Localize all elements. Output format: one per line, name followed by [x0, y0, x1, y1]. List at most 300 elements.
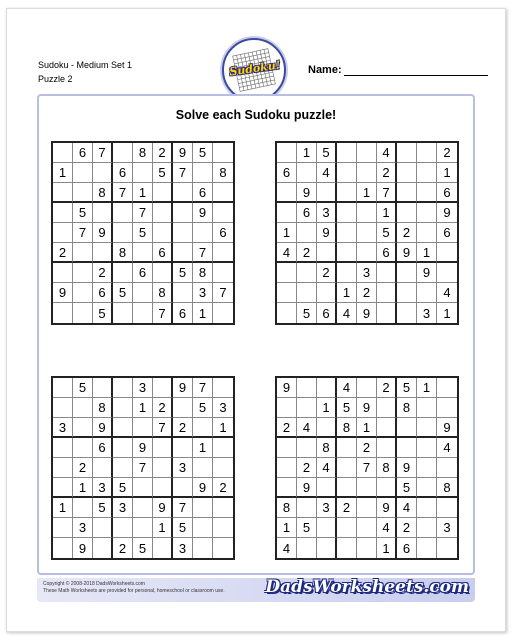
- sudoku-cell: 9: [153, 498, 173, 518]
- sudoku-cell: 9: [173, 143, 193, 163]
- sudoku-cell[interactable]: [53, 458, 73, 478]
- sudoku-cell[interactable]: [417, 283, 437, 303]
- sudoku-cell[interactable]: [337, 518, 357, 538]
- sudoku-cell[interactable]: [377, 418, 397, 438]
- sudoku-cell[interactable]: [317, 518, 337, 538]
- sudoku-cell: 1: [317, 398, 337, 418]
- sudoku-cell: 3: [417, 303, 437, 323]
- sudoku-cell: 8: [193, 263, 213, 283]
- sudoku-cell[interactable]: [397, 438, 417, 458]
- sudoku-cell[interactable]: [357, 378, 377, 398]
- sudoku-cell: 4: [337, 378, 357, 398]
- sudoku-cell[interactable]: [113, 398, 133, 418]
- sudoku-cell[interactable]: [173, 283, 193, 303]
- sudoku-cell[interactable]: [277, 203, 297, 223]
- sudoku-cell[interactable]: [73, 163, 93, 183]
- sudoku-cell[interactable]: [73, 303, 93, 323]
- sudoku-cell[interactable]: [113, 458, 133, 478]
- sudoku-cell[interactable]: [153, 263, 173, 283]
- sudoku-cell: 7: [193, 243, 213, 263]
- sudoku-cell[interactable]: [397, 263, 417, 283]
- sudoku-cell: 4: [297, 418, 317, 438]
- sudoku-cell: 9: [73, 538, 93, 558]
- sudoku-cell: 5: [397, 478, 417, 498]
- sudoku-cell[interactable]: [297, 163, 317, 183]
- sudoku-cell: 5: [113, 283, 133, 303]
- sudoku-cell[interactable]: [417, 438, 437, 458]
- sudoku-cell: 9: [53, 283, 73, 303]
- sudoku-cell[interactable]: [53, 203, 73, 223]
- sudoku-cell: 5: [113, 478, 133, 498]
- sudoku-cell[interactable]: [53, 378, 73, 398]
- sudoku-cell[interactable]: [133, 498, 153, 518]
- sudoku-cell[interactable]: [113, 303, 133, 323]
- sudoku-cell[interactable]: [133, 518, 153, 538]
- sudoku-cell[interactable]: [53, 223, 73, 243]
- sudoku-cell: 3: [73, 518, 93, 538]
- sudoku-cell[interactable]: [357, 538, 377, 558]
- sudoku-cell[interactable]: [317, 538, 337, 558]
- sudoku-cell[interactable]: [357, 203, 377, 223]
- sudoku-cell[interactable]: [397, 203, 417, 223]
- sudoku-cell[interactable]: [277, 478, 297, 498]
- sudoku-cell: 8: [133, 143, 153, 163]
- sudoku-cell: 1: [417, 243, 437, 263]
- sudoku-cell: 5: [173, 518, 193, 538]
- sudoku-cell[interactable]: [93, 518, 113, 538]
- sudoku-cell[interactable]: [417, 223, 437, 243]
- sudoku-cell[interactable]: [153, 183, 173, 203]
- sudoku-cell: 1: [213, 418, 233, 438]
- sudoku-cell[interactable]: [417, 203, 437, 223]
- sudoku-cell[interactable]: [417, 418, 437, 438]
- sudoku-cell: 4: [317, 458, 337, 478]
- sudoku-cell: 4: [437, 283, 457, 303]
- sudoku-cell[interactable]: [317, 418, 337, 438]
- sudoku-cell[interactable]: [73, 283, 93, 303]
- sudoku-cell[interactable]: [417, 478, 437, 498]
- sudoku-cell[interactable]: [113, 438, 133, 458]
- sudoku-cell: 1: [357, 418, 377, 438]
- sudoku-cell: 8: [113, 243, 133, 263]
- sudoku-cell[interactable]: [93, 203, 113, 223]
- sudoku-grid-4: [275, 376, 459, 560]
- sudoku-cell[interactable]: [397, 163, 417, 183]
- sudoku-cell[interactable]: [337, 478, 357, 498]
- sudoku-cell: 9: [193, 203, 213, 223]
- sudoku-cell: 3: [113, 498, 133, 518]
- sudoku-cell: 8: [153, 283, 173, 303]
- sudoku-cell: 9: [357, 303, 377, 323]
- sudoku-cell[interactable]: [357, 143, 377, 163]
- sudoku-cell[interactable]: [397, 183, 417, 203]
- sudoku-cell: 6: [317, 303, 337, 323]
- sudoku-cell: 8: [93, 183, 113, 203]
- sudoku-cell: 2: [397, 223, 417, 243]
- sudoku-cell: 5: [397, 378, 417, 398]
- sudoku-cell: 5: [73, 378, 93, 398]
- sudoku-cell[interactable]: [53, 263, 73, 283]
- sudoku-cell: 2: [153, 143, 173, 163]
- sudoku-cell: 4: [337, 303, 357, 323]
- sudoku-cell[interactable]: [417, 518, 437, 538]
- sudoku-cell[interactable]: [53, 518, 73, 538]
- puzzle-number: Puzzle 2: [38, 74, 73, 84]
- sudoku-cell[interactable]: [317, 378, 337, 398]
- sudoku-cell: 9: [317, 223, 337, 243]
- sudoku-cell[interactable]: [133, 303, 153, 323]
- sudoku-cell[interactable]: [317, 183, 337, 203]
- sudoku-cell[interactable]: [277, 283, 297, 303]
- logo-text: Sudoku!: [228, 58, 282, 79]
- sudoku-cell[interactable]: [173, 478, 193, 498]
- sudoku-cell[interactable]: [277, 263, 297, 283]
- sudoku-cell: 8: [213, 163, 233, 183]
- sudoku-cell[interactable]: [277, 303, 297, 323]
- sudoku-cell[interactable]: [53, 478, 73, 498]
- sudoku-cell[interactable]: [297, 263, 317, 283]
- sudoku-cell[interactable]: [73, 498, 93, 518]
- sudoku-cell[interactable]: [53, 143, 73, 163]
- sudoku-cell[interactable]: [417, 538, 437, 558]
- sudoku-cell[interactable]: [193, 458, 213, 478]
- sudoku-cell: 4: [437, 438, 457, 458]
- sudoku-cell[interactable]: [213, 458, 233, 478]
- sudoku-cell[interactable]: [213, 518, 233, 538]
- sudoku-cell: 2: [53, 243, 73, 263]
- sudoku-cell[interactable]: [337, 438, 357, 458]
- sudoku-cell[interactable]: [297, 438, 317, 458]
- sudoku-cell: 8: [337, 418, 357, 438]
- sudoku-cell: 5: [193, 398, 213, 418]
- sudoku-cell: 9: [93, 418, 113, 438]
- sudoku-cell[interactable]: [397, 303, 417, 323]
- sudoku-cell[interactable]: [73, 418, 93, 438]
- sudoku-cell[interactable]: [377, 263, 397, 283]
- sudoku-cell[interactable]: [397, 418, 417, 438]
- sudoku-cell[interactable]: [437, 498, 457, 518]
- sudoku-cell[interactable]: [357, 498, 377, 518]
- sudoku-cell[interactable]: [153, 458, 173, 478]
- sudoku-cell[interactable]: [133, 418, 153, 438]
- sudoku-cell[interactable]: [153, 538, 173, 558]
- sudoku-cell: 5: [317, 143, 337, 163]
- sudoku-cell: 7: [213, 283, 233, 303]
- sudoku-cell: 1: [377, 538, 397, 558]
- sudoku-cell[interactable]: [193, 538, 213, 558]
- sudoku-cell[interactable]: [73, 438, 93, 458]
- sudoku-cell[interactable]: [337, 203, 357, 223]
- sudoku-cell: 7: [357, 458, 377, 478]
- brand-logo: DadsWorksheets.com: [265, 577, 469, 597]
- sudoku-grid-3: [51, 376, 235, 560]
- sudoku-cell: 3: [317, 498, 337, 518]
- sudoku-cell[interactable]: [73, 243, 93, 263]
- sudoku-cell[interactable]: [337, 163, 357, 183]
- sudoku-cell[interactable]: [317, 243, 337, 263]
- sudoku-cell: 1: [133, 398, 153, 418]
- sudoku-cell: 8: [93, 398, 113, 418]
- sudoku-cell[interactable]: [437, 263, 457, 283]
- sudoku-cell[interactable]: [437, 243, 457, 263]
- sudoku-cell[interactable]: [337, 538, 357, 558]
- sudoku-cell[interactable]: [113, 143, 133, 163]
- name-field-row: [308, 64, 488, 76]
- sudoku-cell[interactable]: [133, 283, 153, 303]
- sudoku-cell: 6: [437, 223, 457, 243]
- footer-text: [43, 581, 225, 595]
- sudoku-cell: 2: [113, 538, 133, 558]
- worksheet-header: [38, 58, 132, 86]
- sudoku-cell[interactable]: [213, 538, 233, 558]
- sudoku-cell[interactable]: [277, 398, 297, 418]
- sudoku-cell: 9: [417, 263, 437, 283]
- sudoku-cell[interactable]: [93, 458, 113, 478]
- sudoku-cell[interactable]: [277, 183, 297, 203]
- sudoku-cell: 2: [297, 458, 317, 478]
- sudoku-cell: 1: [297, 143, 317, 163]
- sudoku-cell: 2: [297, 243, 317, 263]
- sudoku-cell[interactable]: [53, 398, 73, 418]
- sudoku-cell: 6: [93, 283, 113, 303]
- sudoku-cell: 5: [93, 303, 113, 323]
- sudoku-cell[interactable]: [153, 438, 173, 458]
- sudoku-cell[interactable]: [193, 418, 213, 438]
- sudoku-cell[interactable]: [73, 183, 93, 203]
- sudoku-cell: 2: [73, 458, 93, 478]
- sudoku-cell: 6: [297, 203, 317, 223]
- sudoku-cell: 7: [193, 378, 213, 398]
- sudoku-cell[interactable]: [377, 438, 397, 458]
- sudoku-cell[interactable]: [93, 163, 113, 183]
- sudoku-cell: 1: [337, 283, 357, 303]
- sudoku-cell[interactable]: [417, 398, 437, 418]
- sudoku-cell[interactable]: [173, 243, 193, 263]
- sudoku-cell[interactable]: [53, 183, 73, 203]
- sudoku-cell: 1: [437, 163, 457, 183]
- sudoku-cell[interactable]: [397, 143, 417, 163]
- sudoku-cell: 9: [397, 458, 417, 478]
- sudoku-cell[interactable]: [417, 498, 437, 518]
- sudoku-cell[interactable]: [53, 438, 73, 458]
- sudoku-cell[interactable]: [213, 183, 233, 203]
- sudoku-cell[interactable]: [297, 398, 317, 418]
- sudoku-cell[interactable]: [377, 283, 397, 303]
- sudoku-cell[interactable]: [317, 478, 337, 498]
- sudoku-cell[interactable]: [437, 538, 457, 558]
- sudoku-cell[interactable]: [213, 143, 233, 163]
- sudoku-cell[interactable]: [213, 378, 233, 398]
- sudoku-cell[interactable]: [73, 398, 93, 418]
- sudoku-cell[interactable]: [337, 243, 357, 263]
- sudoku-cell[interactable]: [53, 538, 73, 558]
- sudoku-cell: 8: [317, 438, 337, 458]
- sudoku-cell[interactable]: [213, 203, 233, 223]
- sudoku-cell: 5: [93, 498, 113, 518]
- sudoku-cell[interactable]: [297, 283, 317, 303]
- sudoku-cell[interactable]: [93, 378, 113, 398]
- sudoku-cell: 9: [93, 223, 113, 243]
- sudoku-cell[interactable]: [113, 518, 133, 538]
- sudoku-cell: 9: [133, 438, 153, 458]
- sudoku-cell[interactable]: [193, 498, 213, 518]
- sudoku-cell: 5: [73, 203, 93, 223]
- sudoku-cell: 7: [173, 498, 193, 518]
- sudoku-cell[interactable]: [377, 398, 397, 418]
- sudoku-cell[interactable]: [377, 303, 397, 323]
- sudoku-cell: 2: [213, 478, 233, 498]
- sudoku-cell: 1: [153, 518, 173, 538]
- sudoku-cell: 6: [173, 303, 193, 323]
- sudoku-cell[interactable]: [357, 163, 377, 183]
- sudoku-cell[interactable]: [337, 183, 357, 203]
- sudoku-cell: 4: [377, 143, 397, 163]
- sudoku-cell: 6: [277, 163, 297, 183]
- sudoku-cell[interactable]: [417, 143, 437, 163]
- sudoku-cell: 2: [153, 398, 173, 418]
- sudoku-cell[interactable]: [297, 538, 317, 558]
- sudoku-cell[interactable]: [357, 243, 377, 263]
- sudoku-cell: 6: [377, 243, 397, 263]
- sudoku-cell[interactable]: [213, 303, 233, 323]
- footer: [37, 578, 475, 602]
- sudoku-cell[interactable]: [337, 223, 357, 243]
- sudoku-cell: 9: [277, 378, 297, 398]
- sudoku-cell[interactable]: [193, 223, 213, 243]
- sudoku-cell[interactable]: [417, 163, 437, 183]
- sudoku-cell[interactable]: [133, 243, 153, 263]
- sudoku-cell: 6: [73, 143, 93, 163]
- sudoku-cell[interactable]: [417, 458, 437, 478]
- sudoku-cell: 1: [53, 498, 73, 518]
- sudoku-cell: 9: [437, 203, 457, 223]
- sudoku-cell: 7: [93, 143, 113, 163]
- sudoku-cell[interactable]: [113, 223, 133, 243]
- sudoku-cell[interactable]: [337, 263, 357, 283]
- sudoku-cell[interactable]: [153, 478, 173, 498]
- sudoku-cell[interactable]: [297, 378, 317, 398]
- sudoku-cell[interactable]: [357, 518, 377, 538]
- sudoku-cell[interactable]: [133, 478, 153, 498]
- sudoku-cell: 9: [193, 478, 213, 498]
- sudoku-cell: 1: [193, 303, 213, 323]
- name-label: Name:: [308, 64, 342, 76]
- sudoku-cell[interactable]: [213, 263, 233, 283]
- sudoku-cell: 5: [377, 223, 397, 243]
- sudoku-cell[interactable]: [93, 538, 113, 558]
- sudoku-cell: 8: [277, 498, 297, 518]
- sudoku-cell: 3: [193, 283, 213, 303]
- sudoku-cell[interactable]: [417, 183, 437, 203]
- sudoku-cell[interactable]: [213, 438, 233, 458]
- sudoku-cell[interactable]: [357, 223, 377, 243]
- sudoku-cell: 2: [397, 518, 417, 538]
- sudoku-cell: 3: [53, 418, 73, 438]
- sudoku-cell[interactable]: [113, 418, 133, 438]
- sudoku-cell: 1: [443, 305, 451, 321]
- sudoku-cell: 9: [377, 498, 397, 518]
- sudoku-cell[interactable]: [337, 458, 357, 478]
- sudoku-cell: 6: [193, 183, 213, 203]
- sudoku-cell[interactable]: [73, 263, 93, 283]
- sudoku-cell: 4: [377, 518, 397, 538]
- sudoku-cell: 9: [297, 478, 317, 498]
- sudoku-cell: 9: [397, 243, 417, 263]
- sudoku-cell: 6: [153, 243, 173, 263]
- sudoku-cell: 1: [73, 478, 93, 498]
- sudoku-cell[interactable]: [193, 163, 213, 183]
- sudoku-cell[interactable]: [113, 203, 133, 223]
- instructions: Solve each Sudoku puzzle!: [175, 108, 337, 122]
- sudoku-cell[interactable]: [317, 283, 337, 303]
- sudoku-logo: [222, 38, 286, 102]
- sudoku-cell[interactable]: [93, 243, 113, 263]
- sudoku-cell[interactable]: [153, 378, 173, 398]
- sudoku-cell[interactable]: [173, 398, 193, 418]
- sudoku-cell[interactable]: [297, 498, 317, 518]
- sudoku-cell: 1: [193, 438, 213, 458]
- sudoku-cell: 3: [173, 458, 193, 478]
- sudoku-cell[interactable]: [173, 223, 193, 243]
- sudoku-cell: 5: [133, 223, 153, 243]
- sudoku-cell: 5: [337, 398, 357, 418]
- sudoku-cell: 2: [337, 498, 357, 518]
- sudoku-cell[interactable]: [377, 478, 397, 498]
- sudoku-cell: 3: [133, 378, 153, 398]
- sudoku-cell: 7: [153, 418, 173, 438]
- sudoku-cell: 3: [357, 263, 377, 283]
- sudoku-cell: 6: [437, 183, 457, 203]
- sudoku-cell[interactable]: [173, 438, 193, 458]
- sudoku-cell[interactable]: [277, 458, 297, 478]
- sudoku-cell[interactable]: [153, 223, 173, 243]
- sudoku-cell[interactable]: [193, 518, 213, 538]
- sudoku-cell: 2: [437, 143, 457, 163]
- sudoku-cell[interactable]: [437, 458, 457, 478]
- sudoku-cell[interactable]: [297, 223, 317, 243]
- sudoku-cell: 4: [277, 243, 297, 263]
- sudoku-cell: 5: [133, 538, 153, 558]
- sudoku-cell: 7: [73, 223, 93, 243]
- sudoku-cell[interactable]: [153, 203, 173, 223]
- sudoku-cell: 1: [377, 203, 397, 223]
- sudoku-cell[interactable]: [213, 498, 233, 518]
- sudoku-cell[interactable]: [437, 398, 457, 418]
- sudoku-cell: 5: [193, 143, 213, 163]
- sudoku-cell: 5: [173, 263, 193, 283]
- sudoku-cell[interactable]: [277, 143, 297, 163]
- sudoku-cell[interactable]: [397, 283, 417, 303]
- sudoku-cell: 6: [397, 538, 417, 558]
- sudoku-cell[interactable]: [173, 203, 193, 223]
- sudoku-cell[interactable]: [113, 378, 133, 398]
- sudoku-cell[interactable]: [173, 183, 193, 203]
- sudoku-cell: 3: [93, 478, 113, 498]
- sudoku-cell: 2: [93, 263, 113, 283]
- sudoku-cell: 1: [133, 183, 153, 203]
- sudoku-cell[interactable]: [213, 243, 233, 263]
- sudoku-cell[interactable]: [357, 478, 377, 498]
- sudoku-cell[interactable]: [437, 378, 457, 398]
- sudoku-cell[interactable]: [133, 163, 153, 183]
- sudoku-cell[interactable]: [277, 438, 297, 458]
- sudoku-grid-2: [275, 141, 459, 325]
- sudoku-cell[interactable]: [53, 303, 73, 323]
- sudoku-cell[interactable]: [113, 263, 133, 283]
- worksheet-title: Sudoku - Medium Set 1: [38, 60, 133, 70]
- sudoku-cell[interactable]: [337, 143, 357, 163]
- sudoku-cell: 7: [173, 163, 193, 183]
